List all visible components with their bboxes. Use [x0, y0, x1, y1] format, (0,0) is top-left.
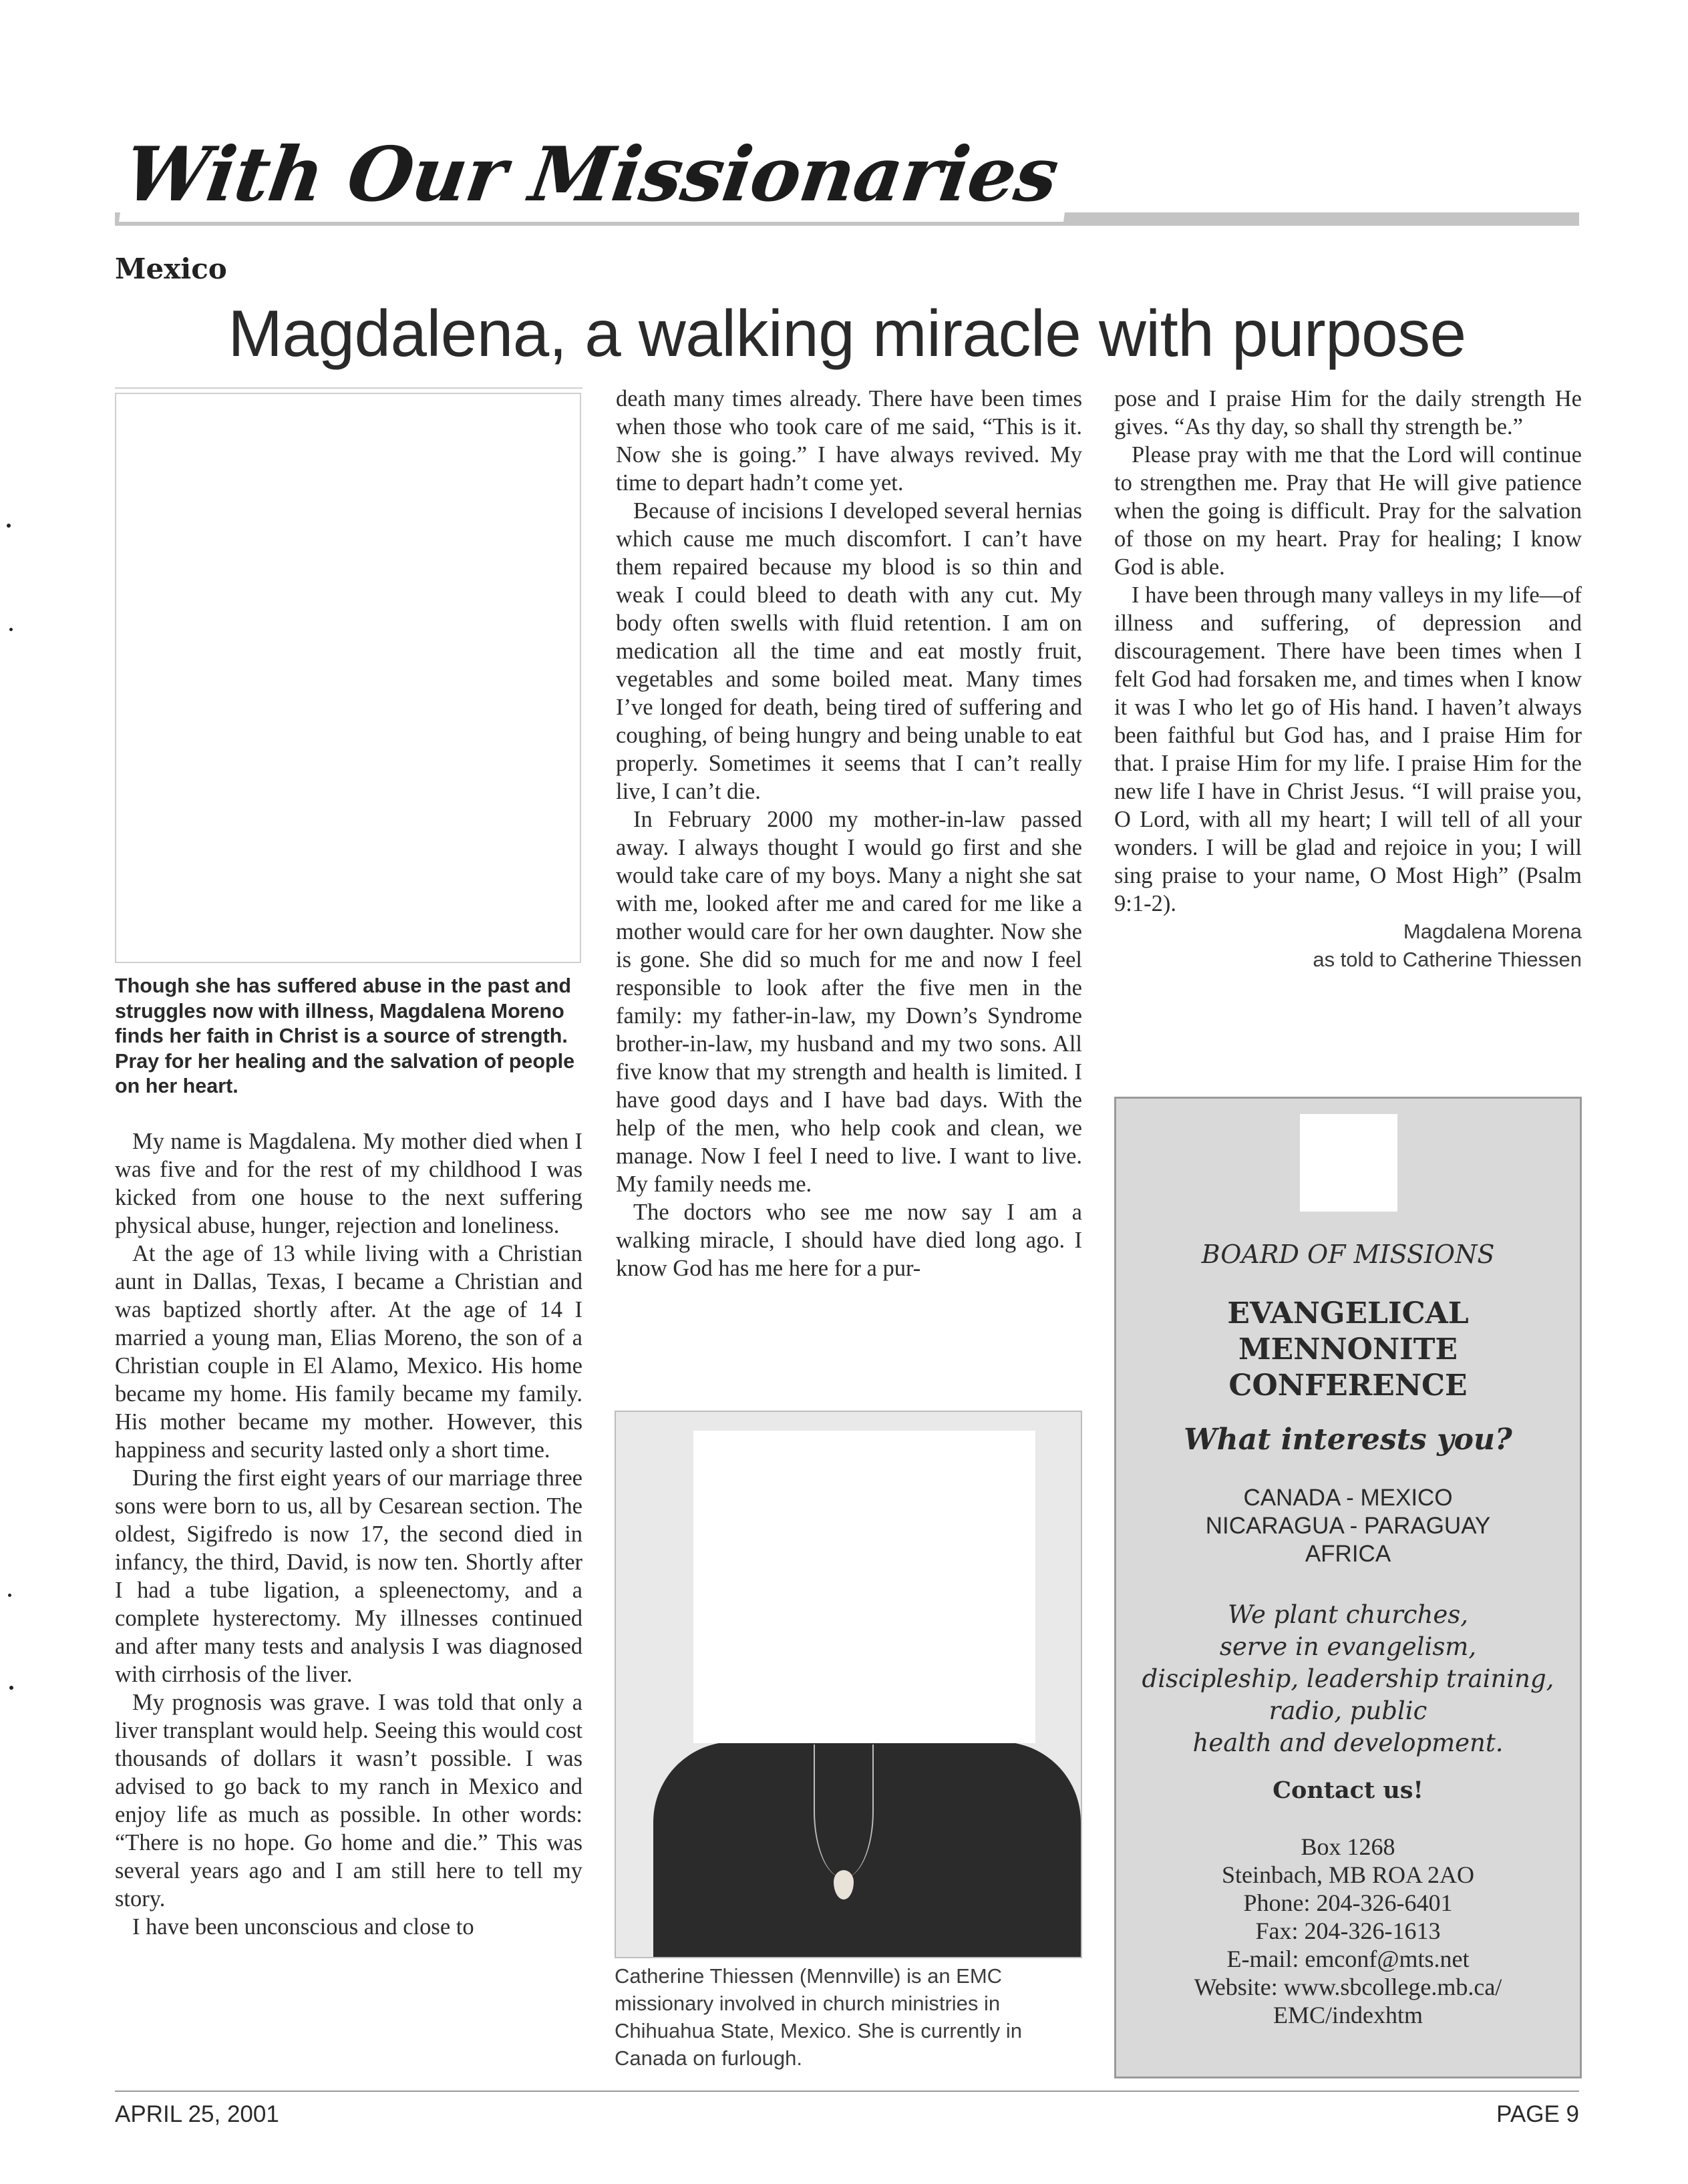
ad-contact-details: [1114, 1833, 1582, 2029]
ad-organization-name: [1114, 1296, 1582, 1404]
org-line: MENNONITE: [1238, 1332, 1458, 1367]
scan-speck: [9, 628, 13, 631]
contact-line: Phone: 204-326-6401: [1243, 1889, 1453, 1916]
signature-name: Magdalena Morena: [1403, 920, 1582, 943]
contact-line: Box 1268: [1301, 1833, 1395, 1860]
article-column-1: [115, 1127, 582, 1941]
paragraph: pose and I praise Him for the daily strength He gives. “As thy day, so shall thy strength be.”: [1114, 386, 1582, 439]
footer-rule: [115, 2090, 1579, 2092]
footer-page-number: PAGE 9: [1496, 2101, 1579, 2127]
scan-speck: [8, 1594, 11, 1597]
paragraph: In February 2000 my mother-in-law passed away. I always thought I would go first and she would take care of my boys. Many a night she sat with me, looked after me and cared for me like a mother would care for her own daughter. Now she is gone. She did so much for me and now I feel responsible to look after the five men in the family: my father-in-law, my Down’s Syndrome brother-in-law, my husband and my two sons. All five know that my strength and health is limited. I have good days and I have bad days. With the help of the men, who help cook and clean, we manage. Now I feel I need to live. I want to live. My family needs me.: [616, 807, 1082, 1197]
footer-date: APRIL 25, 2001: [115, 2101, 279, 2127]
mission-line: serve in evangelism,: [1219, 1632, 1477, 1661]
ad-board-title: BOARD OF MISSIONS: [1201, 1240, 1495, 1269]
photo2-caption: Catherine Thiessen (Mennville) is an EMC missionary involved in church ministries in Chihuahua State, Mexico. She is currently in Canada on furlough.: [615, 1964, 1022, 2070]
ad-contact-heading: Contact us!: [1273, 1777, 1423, 1804]
signature-credit: as told to Catherine Thiessen: [1313, 948, 1582, 971]
mission-line: health and development.: [1192, 1728, 1504, 1757]
paragraph: At the age of 13 while living with a Christian aunt in Dallas, Texas, I became a Christian and was baptized shortly after. At the age of 14 I married a young man, Elias Moreno, the son of a Christian couple in El Alamo, Mexico. His home became my home. His family became my family. His mother became my mother. However, this happiness and security lasted only a short time.: [115, 1241, 582, 1463]
photo-top-rule: [115, 387, 582, 389]
photo-redacted-area: [693, 1431, 1035, 1743]
article-column-2: [616, 385, 1082, 1282]
portrait-photo-placeholder: [115, 393, 581, 963]
contact-line: EMC/indexhtm: [1273, 2002, 1423, 2028]
contact-line: Steinbach, MB ROA 2AO: [1222, 1861, 1474, 1888]
contact-line: Website: www.sbcollege.mb.ca/: [1194, 1974, 1502, 2000]
country-line: CANADA - MEXICO: [1243, 1485, 1453, 1511]
org-line: CONFERENCE: [1228, 1369, 1468, 1403]
country-line: NICARAGUA - PARAGUAY: [1205, 1513, 1491, 1539]
ad-tagline: What interests you?: [1184, 1423, 1512, 1457]
paragraph: Please pray with me that the Lord will continue to strengthen me. Pray that He will give patience when the going is difficult. Pray for the salvation of those on my heart. Pray for healing; I know God is able.: [1114, 442, 1582, 580]
scan-speck: [9, 1686, 13, 1690]
paragraph: During the first eight years of our marriage three sons were born to us, all by Cesarean section. The oldest, Sigifredo is now 17, the second died in infancy, the third, David, is now ten. Shortly after I had a tube ligation, a spleenectomy, and a complete hysterectomy. My illnesses continued and after many tests and analysis I was diagnosed with cirrhosis of the liver.: [115, 1465, 582, 1687]
mission-line: radio, public: [1269, 1696, 1427, 1725]
photo-caption: Though she has suffered abuse in the past and struggles now with illness, Magdalena Moreno finds her faith in Christ is a source of strength. Pray for her healing and the salvation of people on her heart.: [115, 974, 575, 1097]
ad-countries: [1114, 1484, 1582, 1568]
article-column-3: [1114, 385, 1582, 974]
ad-mission-statement: [1114, 1599, 1582, 1759]
paragraph: I have been unconscious and close to: [132, 1914, 474, 1940]
org-line: EVANGELICAL: [1227, 1296, 1469, 1330]
mission-line: We plant churches,: [1228, 1600, 1468, 1629]
masthead-title: With Our Missionaries: [119, 128, 1077, 222]
paragraph: I have been through many valleys in my life—of illness and suffering, of depression and discouragement. There have been times when I felt God had forsaken me, and times when I know it was I who let go of His hand. I haven’t always been faithful but God has, and I praise Him for that. I praise Him for my life. I praise Him for the new life I have in Christ Jesus. “I will praise you, O Lord, with all my heart; I will tell of all your wonders. I will be glad and rejoice in you; I will sing praise to your name, O Most High” (Psalm 9:1-2).: [1114, 582, 1582, 916]
mission-line: discipleship, leadership training,: [1142, 1664, 1554, 1693]
contact-line: Fax: 204-326-1613: [1255, 1918, 1441, 1944]
scan-speck: [7, 524, 11, 528]
headline: Magdalena, a walking miracle with purpose: [228, 297, 1466, 370]
paragraph: My prognosis was grave. I was told that only a liver transplant would help. Seeing this would cost thousands of dollars it wasn’t possible. I was advised to go back to my ranch in Mexico and enjoy life as much as possible. In other words: “There is no hope. Go home and die.” This was several years ago and I am still here to tell my story.: [115, 1690, 582, 1912]
section-label: Mexico: [115, 252, 227, 285]
board-logo-placeholder: [1300, 1114, 1397, 1212]
country-line: AFRICA: [1305, 1541, 1391, 1567]
paragraph: My name is Magdalena. My mother died when I was five and for the rest of my childhood I was kicked from one house to the next suffering physical abuse, hunger, rejection and loneliness.: [115, 1129, 582, 1238]
contact-line: E-mail: emconf@mts.net: [1226, 1946, 1470, 1972]
photo-necklace-shape: [814, 1745, 874, 1878]
paragraph: The doctors who see me now say I am a walking miracle, I should have died long ago. I know God has me here for a pur-: [616, 1200, 1082, 1281]
paragraph: Because of incisions I developed several hernias which cause me much discomfort. I can’t have them repaired because my blood is so thin and weak I could bleed to death with any cut. My body often swells with fluid retention. I am on medication all the time and eat mostly fruit, vegetables and some boiled meat. Many times I’ve longed for death, being tired of suffering and coughing, of being hungry and being unable to eat properly. Sometimes it seems that I can’t really live, I can’t die.: [616, 498, 1082, 804]
paragraph: death many times already. There have been times when those who took care of me said, “This is it. Now she is going.” I have always revived. My time to depart hadn’t come yet.: [616, 386, 1082, 496]
